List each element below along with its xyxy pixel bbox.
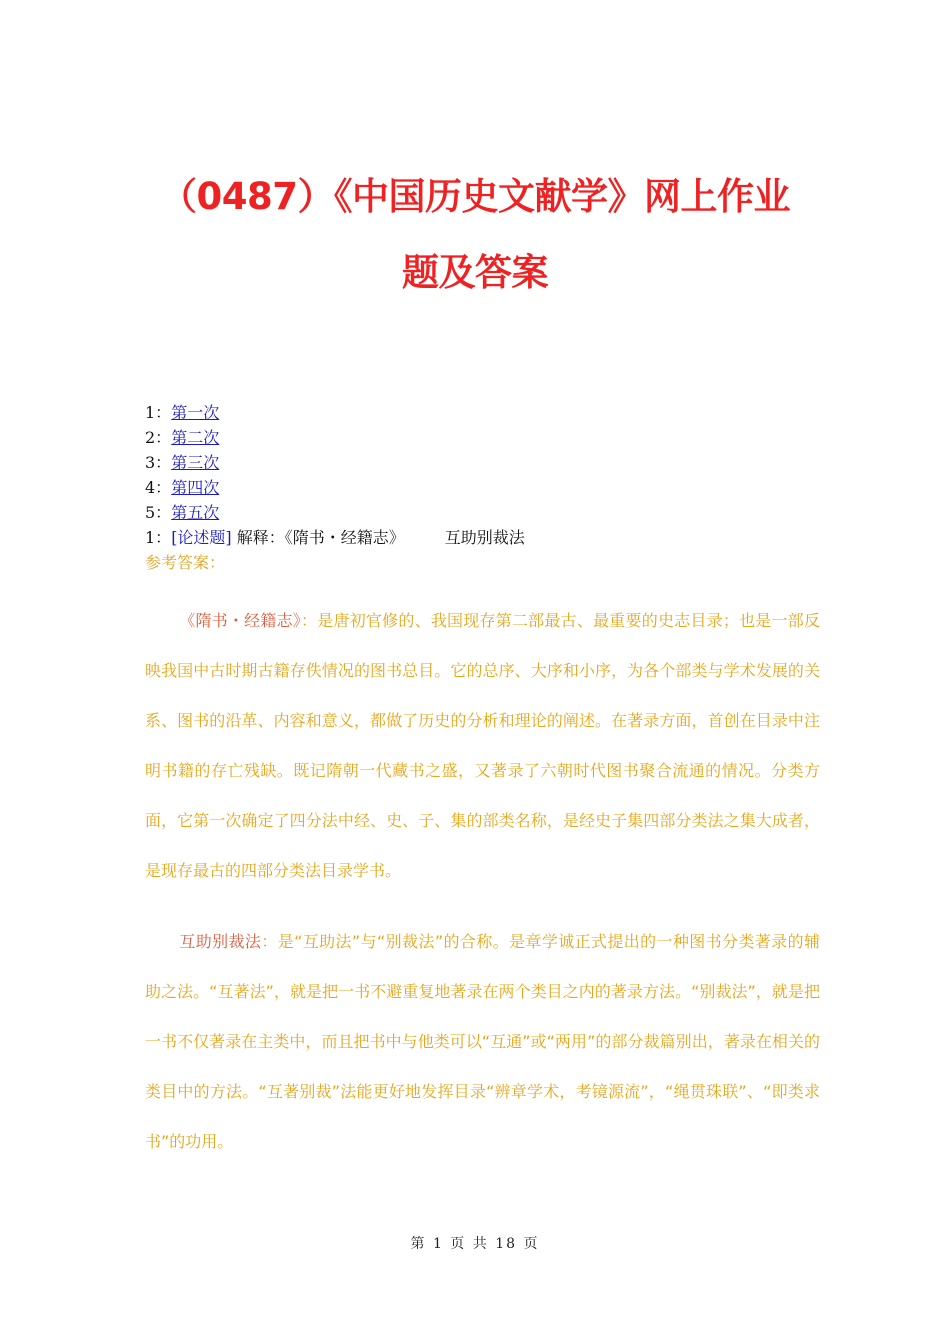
answer-term: 《隋书・经籍志》 [179,611,302,630]
toc-link-fourth[interactable]: 第四次 [171,478,220,497]
answer-paragraph-1 [145,596,820,896]
toc-item-number: 5： [145,503,172,522]
question-line [145,525,825,550]
toc-item-number: 1： [145,403,172,422]
page-footer: 第 1 页 共 18 页 [410,1236,540,1252]
reference-answer-label: 参考答案： [145,553,226,572]
toc-item-5 [145,500,825,525]
toc-item-2 [145,425,825,450]
toc-item-4 [145,475,825,500]
toc-item-number: 4： [145,478,172,497]
toc-item-1 [145,400,825,425]
toc-link-second[interactable]: 第二次 [171,428,220,447]
answer-text: ：是唐初官修的、我国现存第二部最古、最重要的史志目录；也是一部反映我国中古时期古籍存佚情况的图书总目。它的总序、大序和小序，为各个部类与学术发展的关系、图书的沿革、内容和意义，都做了历史的分析和理论的阐述。在著录方面，首创在目录中注明书籍的存亡残缺。既记隋朝一代藏书之盛，又著录了六朝时代图书聚合流通的情况。分类方面，它第一次确定了四分法中经、史、子、集的部类名称，是经史子集四部分类法之集大成者，是现存最古的四部分类法目录学书。 [145,611,820,880]
document-title-line-1: （0487）《中国历史文献学》网上作业 [160,175,790,218]
toc-item-number: 2： [145,428,172,447]
toc-item-3 [145,450,825,475]
answer-term: 互助别裁法 [179,932,262,951]
toc-link-fifth[interactable]: 第五次 [171,503,220,522]
question-term-2: 互助别裁法 [444,528,525,547]
toc-item-number: 3： [145,453,172,472]
question-type-tag[interactable]: [论述题] [171,528,232,547]
toc-link-third[interactable]: 第三次 [171,453,220,472]
table-of-contents [145,400,825,575]
answer-text: ：是“互助法”与“别裁法”的合称。是章学诚正式提出的一种图书分类著录的辅助之法。“互著法”，就是把一书不避重复地著录在两个类目之内的著录方法。“别裁法”，就是把一书不仅著录在主类中，而且把书中与他类可以“互通”或“两用”的部分裁篇别出，著录在相关的类目中的方法。“互著别裁”法能更好地发挥目录“辨章学术，考镜源流”，“绳贯珠联”、“即类求书”的功用。 [145,932,820,1151]
question-number: 1： [145,528,172,547]
question-prompt: 解释：《隋书・经籍志》 [231,528,405,547]
toc-link-first[interactable]: 第一次 [171,403,220,422]
answer-paragraph-2 [145,917,820,1167]
document-title-line-2: 题及答案 [402,251,548,294]
